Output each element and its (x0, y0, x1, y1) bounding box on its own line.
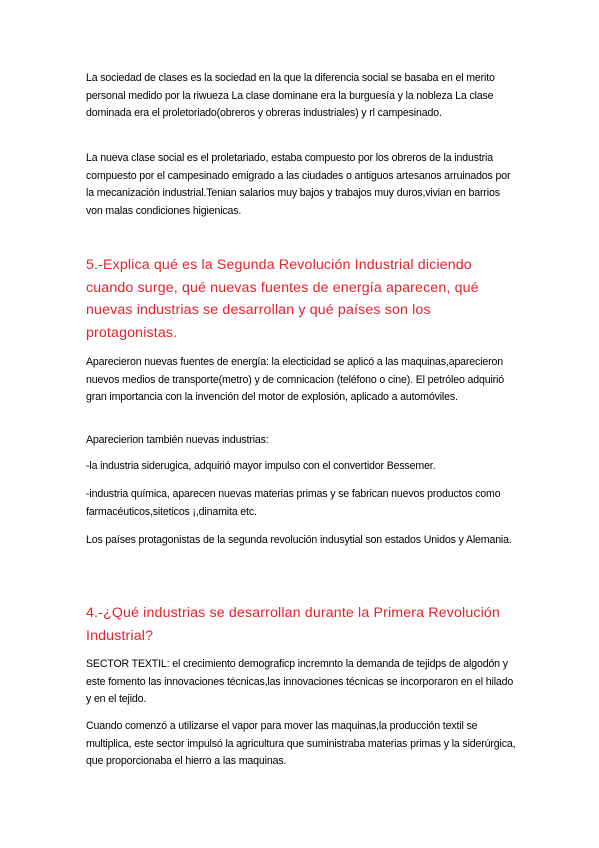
paragraph-new-energy-sources: Aparecieron nuevas fuentes de energía: la electicidad se aplicó a las maquinas,aparecieron nuevos medios de transporte(metro) y de comnicacion (teléfono o cine). El petróleo adquirió gran importancia con la invención del motor de explosión, aplicado a automóviles. (86, 356, 504, 403)
paragraph-chemical-industry: -industria química, aparecen nuevas materias primas y se fabrican nuevos productos como farmacéuticos,siteticos ¡,dinamita etc. (86, 488, 501, 518)
paragraph-new-industries-intro: Aparecierion también nuevas industrias: (86, 434, 269, 446)
paragraph-class-society: La sociedad de clases es la sociedad en la que la diferencia social se basaba en el merito personal medido por la riwueza La clase dominane era la burguesía y la nobleza La clase dominada era el proletoriado(obreros y obreras industriales) y rl campesinado. (86, 72, 495, 119)
paragraph-proletariat: La nueva clase social es el proletariado, estaba compuesto por los obreros de la industria compuesto por el campesinado emigrado a las ciudades o antiguos artesanos arruinados por la mecanización industrial.Tenian salarios muy bajos y trabajos muy duros,vivian en barrios von malas condiciones higienicas. (86, 152, 511, 217)
heading-question-4: 4.-¿Qué industrias se desarrollan durante la Primera Revolución Industrial? (86, 605, 500, 644)
paragraph-steam-power: Cuando comenzó a utilizarse el vapor para mover las maquinas,la producción textil se multiplica, este sector impulsó la agricultura que suministraba materias primas y la siderúrgica, que proporcionaba el hierro a las maquinas. (86, 720, 516, 767)
paragraph-steel-industry: -la industria siderugica, adquirió mayor impulso con el convertidor Bessemer. (86, 460, 436, 472)
heading-question-5: 5.-Explica qué es la Segunda Revolución Industrial diciendo cuando surge, qué nuevas fuentes de energía aparecen, qué nuevas industrias se desarrollan y qué países son los protagonistas. (86, 257, 479, 342)
paragraph-textile-sector: SECTOR TEXTIL: el crecimiento demograficp incremnto la demanda de tejidps de algodón y este fomento las innovaciones técnicas,las innovaciones técnicas se incorporaron en el hilado y en el tejido. (86, 658, 514, 705)
paragraph-protagonist-countries: Los países protagonistas de la segunda revolución indusytial son estados Unidos y Alemania. (86, 534, 512, 546)
